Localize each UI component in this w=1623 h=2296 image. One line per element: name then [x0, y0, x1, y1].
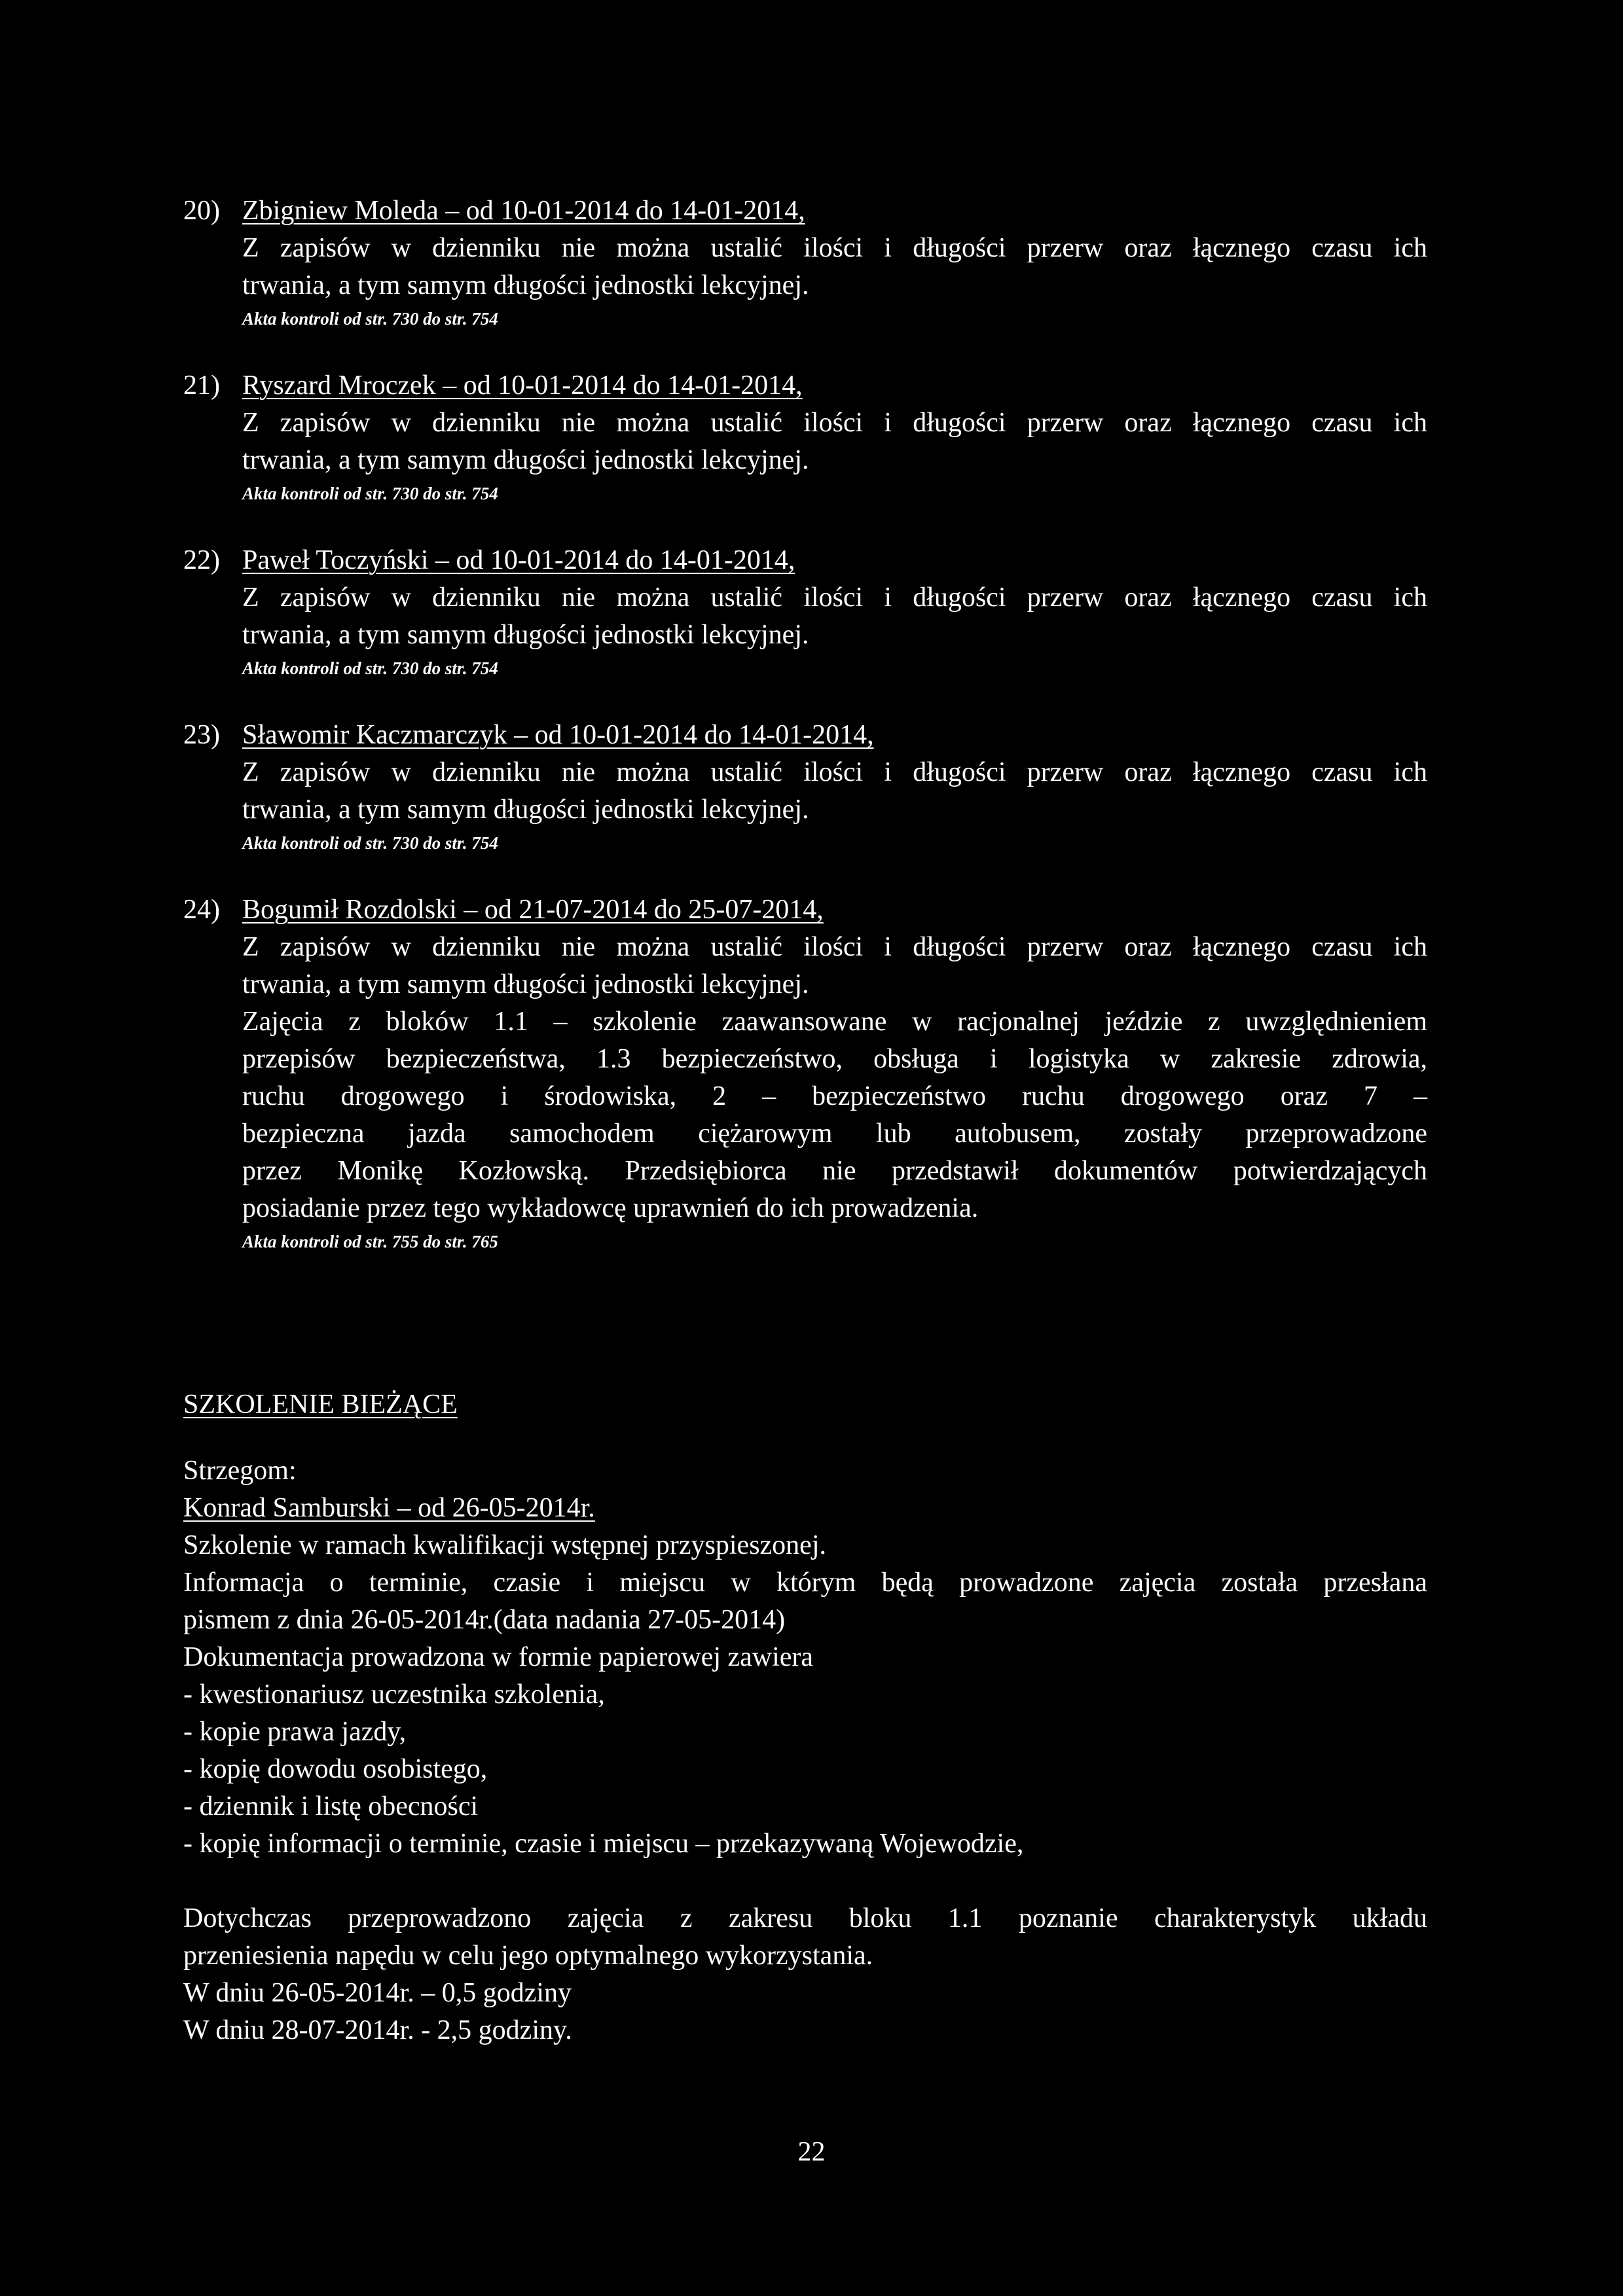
entry-23 — [183, 717, 1427, 857]
page-number: 22 — [797, 2137, 826, 2167]
entry-text-line: Z zapisów w dzienniku nie można ustalić ilości i długości przerw oraz łącznego czasu ich — [242, 583, 1427, 613]
files-reference: Akta kontroli od str. 730 do str. 754 — [242, 833, 498, 853]
location-label: Strzegom: — [183, 1456, 297, 1486]
list-item: - kopię dowodu osobistego, — [183, 1754, 488, 1784]
section-text-line: pismem z dnia 26-05-2014r.(data nadania 27-05-2014) — [183, 1605, 786, 1635]
section-text-line: Szkolenie w ramach kwalifikacji wstępnej przyspieszonej. — [183, 1530, 826, 1560]
entry-body — [183, 404, 1427, 508]
list-item: - kwestionariusz uczestnika szkolenia, — [183, 1679, 605, 1710]
entry-text-line: Z zapisów w dzienniku nie można ustalić ilości i długości przerw oraz łącznego czasu ich — [242, 757, 1427, 787]
entry-person-dates: Bogumił Rozdolski – od 21-07-2014 do 25-07-2014, — [242, 895, 824, 925]
current-training-section — [183, 1386, 1427, 2049]
entry-person-dates: Zbigniew Moleda – od 10-01-2014 do 14-01-2014, — [242, 196, 805, 226]
entry-body — [183, 929, 1427, 1256]
section-title: SZKOLENIE BIEŻĄCE — [183, 1390, 458, 1420]
entry-number: 21) — [183, 370, 220, 401]
entry-heading — [183, 367, 1427, 404]
entry-21 — [183, 367, 1427, 508]
entry-text-line: posiadanie przez tego wykładowcę uprawnień do ich prowadzenia. — [242, 1193, 979, 1223]
entry-text-line: bezpieczna jazda samochodem ciężarowym lub autobusem, zostały przeprowadzone — [242, 1119, 1427, 1149]
entry-body — [183, 754, 1427, 857]
list-item: - kopię informacji o terminie, czasie i miejscu – przekazywaną Wojewodzie, — [183, 1829, 1024, 1859]
entry-text-line: Z zapisów w dzienniku nie można ustalić ilości i długości przerw oraz łącznego czasu ich — [242, 932, 1427, 962]
entry-text-line: trwania, a tym samym długości jednostki lekcyjnej. — [242, 969, 809, 999]
section-text-line: Dotychczas przeprowadzono zajęcia z zakresu bloku 1.1 poznanie charakterystyk układu — [183, 1903, 1427, 1933]
files-reference: Akta kontroli od str. 730 do str. 754 — [242, 309, 498, 329]
entry-text-line: trwania, a tym samym długości jednostki lekcyjnej. — [242, 445, 809, 475]
entry-person-dates: Sławomir Kaczmarczyk – od 10-01-2014 do 14-01-2014, — [242, 720, 874, 750]
entry-text-line: ruchu drogowego i środowiska, 2 – bezpieczeństwo ruchu drogowego oraz 7 – — [242, 1081, 1427, 1111]
entry-number: 24) — [183, 895, 220, 925]
section-text-line: W dniu 26-05-2014r. – 0,5 godziny — [183, 1978, 572, 2008]
section-text-line: Informacja o terminie, czasie i miejscu w którym będą prowadzone zajęcia została przesłana — [183, 1568, 1427, 1598]
entry-text-line: trwania, a tym samym długości jednostki lekcyjnej. — [242, 270, 809, 300]
entry-text-line: trwania, a tym samym długości jednostki lekcyjnej. — [242, 795, 809, 825]
entry-heading — [183, 542, 1427, 579]
entry-text-line: Z zapisów w dzienniku nie można ustalić ilości i długości przerw oraz łącznego czasu ich — [242, 408, 1427, 438]
entries-list — [183, 192, 1427, 1290]
files-reference: Akta kontroli od str. 730 do str. 754 — [242, 658, 498, 678]
entry-text-line: trwania, a tym samym długości jednostki lekcyjnej. — [242, 620, 809, 650]
entry-number: 20) — [183, 196, 220, 226]
section-text-line: Dokumentacja prowadzona w formie papierowej zawiera — [183, 1642, 814, 1672]
section-text-line: przeniesienia napędu w celu jego optymalnego wykorzystania. — [183, 1941, 873, 1971]
person-dates: Konrad Samburski – od 26-05-2014r. — [183, 1493, 595, 1523]
entry-22 — [183, 542, 1427, 683]
files-reference: Akta kontroli od str. 730 do str. 754 — [242, 484, 498, 503]
entry-body — [183, 230, 1427, 333]
entry-text-line: Z zapisów w dzienniku nie można ustalić ilości i długości przerw oraz łącznego czasu ich — [242, 233, 1427, 263]
entry-text-line: Zajęcia z bloków 1.1 – szkolenie zaawansowane w racjonalnej jeździe z uwzględnieniem — [242, 1007, 1427, 1037]
paragraph-gap — [183, 1863, 1427, 1900]
entry-heading — [183, 717, 1427, 754]
entry-text-line: przepisów bezpieczeństwa, 1.3 bezpieczeństwo, obsługa i logistyka w zakresie zdrowia, — [242, 1044, 1427, 1074]
entry-heading — [183, 192, 1427, 230]
list-item: - kopie prawa jazdy, — [183, 1717, 407, 1747]
entry-heading — [183, 891, 1427, 929]
entry-number: 23) — [183, 720, 220, 750]
entry-text-line: przez Monikę Kozłowską. Przedsiębiorca nie przedstawił dokumentów potwierdzających — [242, 1156, 1427, 1186]
entry-20 — [183, 192, 1427, 333]
entry-number: 22) — [183, 545, 220, 575]
entry-body — [183, 579, 1427, 683]
entry-person-dates: Paweł Toczyński – od 10-01-2014 do 14-01-2014, — [242, 545, 795, 575]
entry-person-dates: Ryszard Mroczek – od 10-01-2014 do 14-01-2014, — [242, 370, 803, 401]
section-text-line: W dniu 28-07-2014r. - 2,5 godziny. — [183, 2015, 572, 2045]
list-item: - dziennik i listę obecności — [183, 1791, 479, 1821]
entry-24 — [183, 891, 1427, 1256]
files-reference: Akta kontroli od str. 755 do str. 765 — [242, 1232, 498, 1251]
